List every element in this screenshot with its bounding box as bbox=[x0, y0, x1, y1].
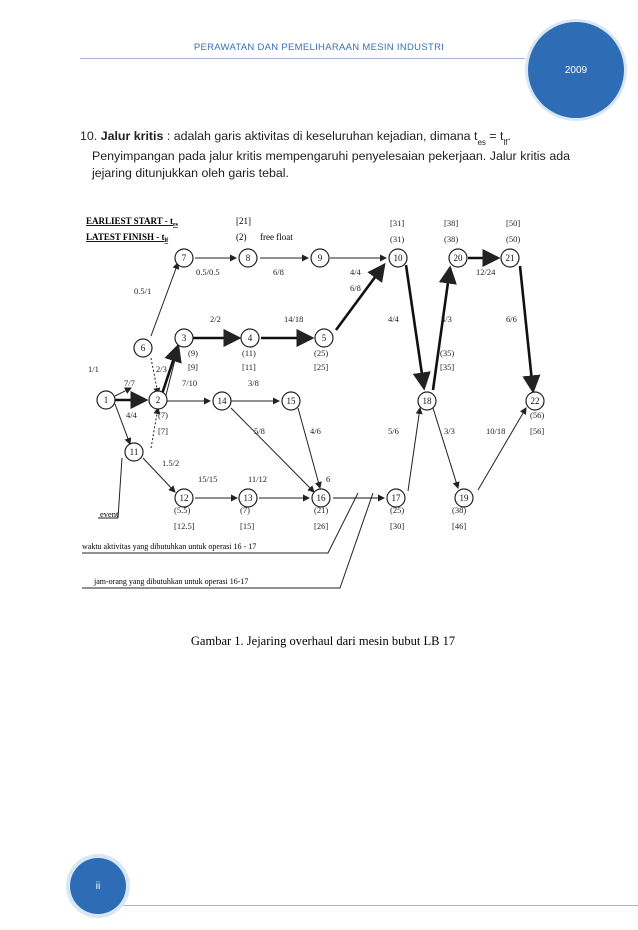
item-number: 10. bbox=[80, 129, 98, 143]
node-label: 21 bbox=[505, 253, 515, 263]
figure-caption: Gambar 1. Jejaring overhaul dari mesin bubut LB 17 bbox=[190, 634, 456, 648]
node-label: 1 bbox=[103, 395, 109, 405]
time-label: [31] bbox=[390, 218, 405, 228]
node-label: 18 bbox=[422, 396, 432, 406]
node-label: 6 bbox=[140, 343, 146, 353]
time-label: (25) bbox=[390, 505, 405, 515]
activity-label: 11/12 bbox=[248, 474, 268, 484]
activity-label: 4/4 bbox=[350, 267, 361, 277]
activity-label: 15/15 bbox=[198, 474, 218, 484]
node-label: 17 bbox=[391, 493, 401, 503]
time-label: [11] bbox=[242, 362, 256, 372]
time-label: (38) bbox=[452, 505, 467, 515]
equals-text: = t bbox=[485, 129, 504, 143]
node-label: 3 bbox=[181, 333, 187, 343]
time-label: (31) bbox=[390, 234, 405, 244]
activity-label: 0.5/1 bbox=[134, 286, 152, 296]
node-label: 16 bbox=[316, 493, 326, 503]
node-label: 8 bbox=[245, 253, 251, 263]
node-label: 5 bbox=[321, 333, 327, 343]
subscript-es: es bbox=[477, 138, 486, 147]
definition-body: Penyimpangan pada jalur kritis mempengaruhi penyelesaian pekerjaan. Jalur kritis ada jejaring ditunjukkan oleh garis tebal. bbox=[92, 149, 570, 180]
activity-label: 5/6 bbox=[388, 426, 399, 436]
note-activity-time: waktu aktivitas yang dibutuhkan untuk operasi 16 - 17 bbox=[82, 542, 257, 551]
event-label: event bbox=[100, 509, 119, 519]
activity-label: 6/6 bbox=[506, 314, 517, 324]
time-label: (11) bbox=[242, 348, 256, 358]
time-label: [38] bbox=[444, 218, 459, 228]
activity-label: 14/18 bbox=[284, 314, 304, 324]
definition-intro: : adalah garis aktivitas di keseluruhan kejadian, dimana t bbox=[163, 129, 478, 143]
network-diagram bbox=[78, 208, 568, 658]
node-label: 4 bbox=[247, 333, 253, 343]
time-label: [30] bbox=[390, 521, 405, 531]
time-label: [25] bbox=[314, 362, 329, 372]
activity-label: 3/3 bbox=[441, 314, 452, 324]
time-label: [9] bbox=[188, 362, 198, 372]
activity-label: 7/10 bbox=[182, 378, 198, 388]
node-label: 10 bbox=[393, 253, 403, 263]
time-label: (7) bbox=[240, 505, 250, 515]
free-float-value: (2) bbox=[236, 232, 247, 242]
time-label: [56] bbox=[530, 426, 545, 436]
activity-label: 3/8 bbox=[248, 378, 259, 388]
time-label: (56) bbox=[530, 410, 545, 420]
activity-label: 10/18 bbox=[486, 426, 506, 436]
node-label: 19 bbox=[459, 493, 469, 503]
node-label: 9 bbox=[317, 253, 323, 263]
time-label: [7] bbox=[158, 426, 168, 436]
time-label: [35] bbox=[440, 362, 455, 372]
node-label: 14 bbox=[217, 396, 227, 406]
node-label: 7 bbox=[181, 253, 187, 263]
running-header: PERAWATAN DAN PEMELIHARAAN MESIN INDUSTRI bbox=[193, 42, 445, 53]
note-manhours: jam-orang yang dibutuhkan untuk operasi 16-17 bbox=[94, 577, 249, 586]
node-label: 11 bbox=[129, 447, 139, 457]
page-number: ii bbox=[70, 858, 126, 914]
time-label: (21) bbox=[314, 505, 329, 515]
time-label: [26] bbox=[314, 521, 329, 531]
time-label: (35) bbox=[440, 348, 455, 358]
activity-label: 2/2 bbox=[210, 314, 221, 324]
period: . bbox=[507, 129, 511, 143]
activity-label: 1/1 bbox=[88, 364, 99, 374]
activity-label: 6/8 bbox=[273, 267, 284, 277]
activity-label: 0.5/0.5 bbox=[196, 267, 220, 277]
activity-label: 6 bbox=[326, 474, 331, 484]
subscript-lf: lf bbox=[503, 138, 508, 147]
header-rule bbox=[80, 58, 525, 59]
legend-top-value: [21] bbox=[236, 216, 251, 226]
footer-rule bbox=[118, 905, 638, 906]
year-badge: 2009 bbox=[528, 22, 624, 118]
time-label: [46] bbox=[452, 521, 467, 531]
legend-latest-finish: LATEST FINISH - $t_{lf}$ bbox=[86, 232, 169, 244]
activity-label: 4/4 bbox=[126, 410, 137, 420]
time-label: (25) bbox=[314, 348, 329, 358]
activity-label: 7/7 bbox=[124, 378, 135, 388]
node-label: 12 bbox=[179, 493, 189, 503]
time-label: [12.5] bbox=[174, 521, 195, 531]
activity-label: 4/6 bbox=[310, 426, 321, 436]
activity-label: 2/3 bbox=[156, 364, 167, 374]
activity-label: 1.5/2 bbox=[162, 458, 180, 468]
network-diagram-figure bbox=[78, 208, 568, 658]
time-label: [50] bbox=[506, 218, 521, 228]
activity-label: 3/3 bbox=[444, 426, 455, 436]
activity-label: 6/8 bbox=[350, 283, 361, 293]
node-label: 15 bbox=[286, 396, 296, 406]
legend-earliest-start: EARLIEST START - $t_{es}$ bbox=[86, 216, 178, 228]
activity-label: 12/24 bbox=[476, 267, 496, 277]
term: Jalur kritis bbox=[100, 129, 164, 143]
node-label: 13 bbox=[243, 493, 253, 503]
definition-line bbox=[80, 128, 570, 146]
node-label: 22 bbox=[530, 396, 540, 406]
free-float-label: free float bbox=[260, 232, 293, 242]
time-label: [15] bbox=[240, 521, 255, 531]
time-label: (50) bbox=[506, 234, 521, 244]
activity-label: 4/4 bbox=[388, 314, 399, 324]
time-label: (5.5) bbox=[174, 505, 191, 515]
node-label: 20 bbox=[453, 253, 463, 263]
node-label: 2 bbox=[155, 395, 161, 405]
activity-label: 5/8 bbox=[254, 426, 265, 436]
time-label: (9) bbox=[188, 348, 198, 358]
time-label: (7) bbox=[158, 410, 168, 420]
time-label: (38) bbox=[444, 234, 459, 244]
